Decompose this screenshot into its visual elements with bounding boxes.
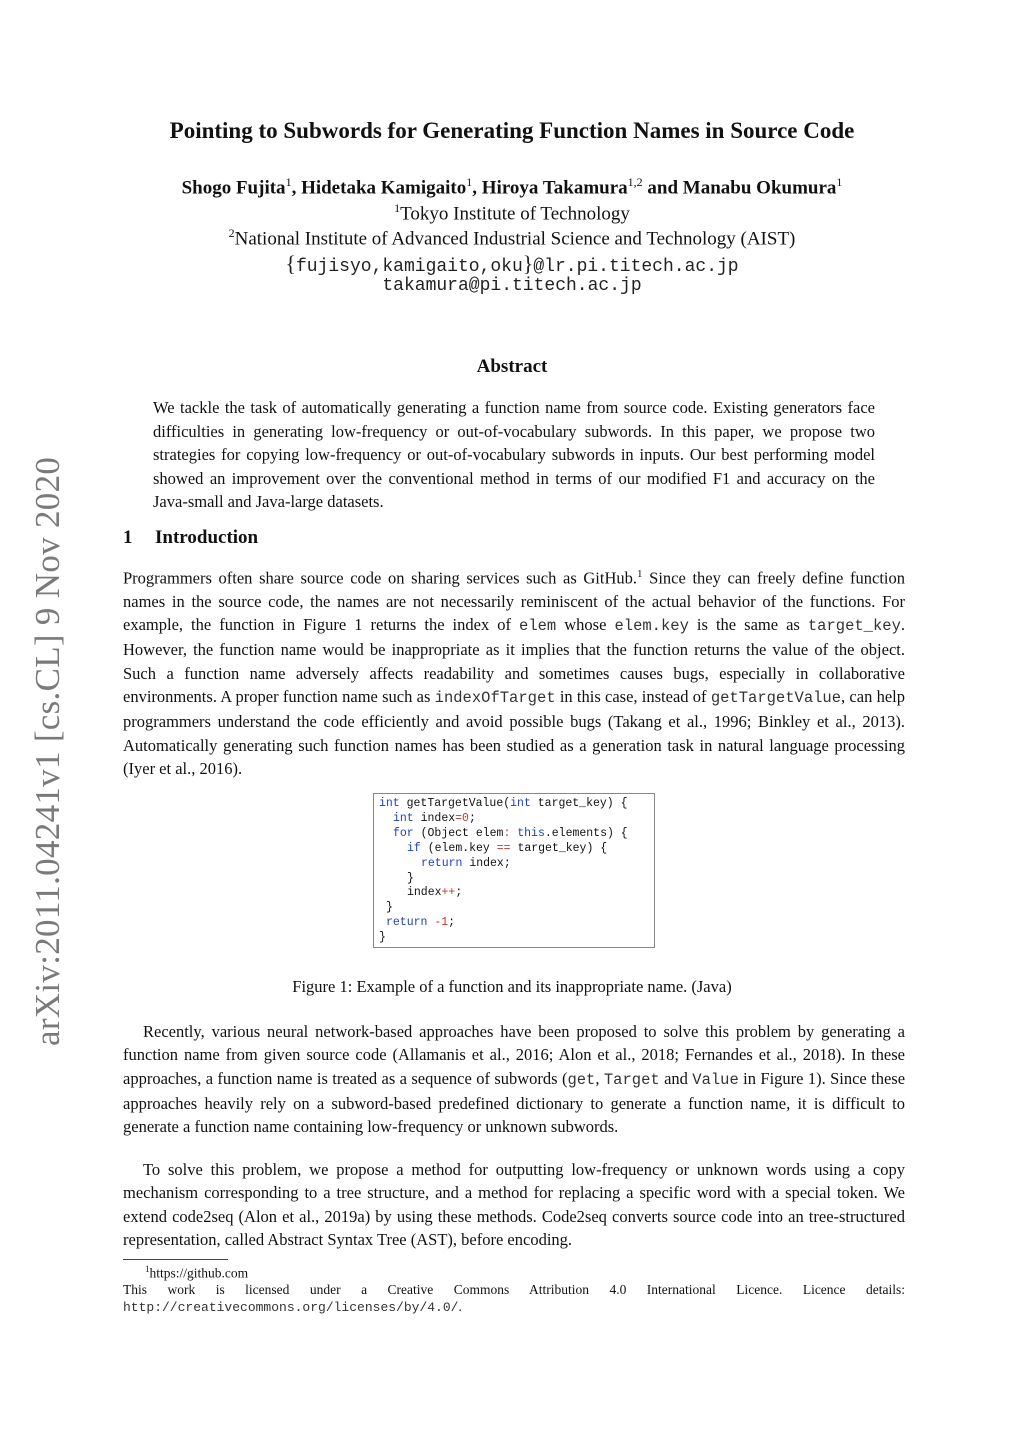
- inline-code: elem: [519, 617, 557, 636]
- code-line: [379, 797, 649, 812]
- code-text: getTargetValue(: [399, 797, 511, 810]
- code-text: (Object elem: [413, 826, 504, 840]
- code-figure: [373, 793, 655, 948]
- inline-code: get: [567, 1070, 596, 1089]
- author-affil-mark: 1: [466, 175, 473, 189]
- inline-code: target_key: [807, 617, 901, 636]
- operator: =: [455, 811, 463, 825]
- code-text: index: [413, 811, 456, 825]
- code-text: }: [379, 931, 386, 945]
- text-run: . However, the function name would be inappropriate as it implies that the function returns the value of the object. Such a function name adversely affects readability and sometimes causes bugs, especially in collaborative environments. A proper function name such as: [123, 615, 905, 706]
- email-names: fujisyo,kamigaito,oku: [295, 257, 523, 277]
- affil-mark: 1: [394, 201, 401, 215]
- footnote-1: [145, 1264, 248, 1282]
- affiliation-2: [0, 226, 1024, 250]
- affiliation-1: [0, 201, 1024, 225]
- author-separator: ,: [291, 177, 302, 199]
- keyword: int: [379, 797, 400, 810]
- inline-code: elem.key: [614, 617, 689, 636]
- code-text: ;: [455, 886, 463, 900]
- paper-title: Pointing to Subwords for Generating Function Names in Source Code: [169, 118, 855, 143]
- footnote-rule: [123, 1259, 228, 1260]
- inline-code: getTargetValue: [710, 688, 842, 707]
- author-list: [0, 175, 1024, 199]
- abstract-heading: Abstract: [476, 356, 548, 377]
- operator: ++: [441, 886, 456, 900]
- code-line: [379, 886, 649, 901]
- code-line: [379, 812, 649, 827]
- code-text: target_key) {: [530, 797, 628, 810]
- keyword: this: [517, 826, 545, 840]
- inline-code: Target: [603, 1070, 660, 1089]
- affil-text: National Institute of Advanced Industrial Science and Technology (AIST): [234, 228, 796, 250]
- brace-open: {: [285, 251, 296, 276]
- text-run: in this case, instead of: [555, 686, 711, 706]
- intro-paragraph-2: [123, 1020, 905, 1138]
- code-line: [379, 872, 649, 887]
- section-title: Introduction: [155, 527, 259, 548]
- keyword: if: [407, 841, 421, 855]
- email-domain: @lr.pi.titech.ac.jp: [533, 257, 739, 277]
- author-affil-mark: 1,2: [627, 175, 643, 189]
- license-url[interactable]: http://creativecommons.org/licenses/by/4.0/: [123, 1300, 459, 1315]
- arxiv-stamp: arXiv:2011.04241v1 [cs.CL] 9 Nov 2020: [28, 456, 67, 1046]
- code-line: [379, 827, 649, 842]
- number-literal: 0: [462, 811, 469, 825]
- author-name: Manabu Okumura: [682, 177, 837, 199]
- email-single: takamura@pi.titech.ac.jp: [382, 276, 642, 296]
- code-text: ;: [468, 811, 476, 825]
- inline-code: Value: [692, 1070, 739, 1089]
- keyword: int: [510, 797, 531, 810]
- code-text: target_key) {: [510, 841, 608, 855]
- author-affil-mark: 1: [285, 175, 292, 189]
- code-text: ;: [448, 916, 456, 930]
- code-line: [379, 916, 649, 931]
- text-run: ,: [595, 1068, 604, 1088]
- text-run: Recently, various neural network-based approaches have been proposed to solve this problem by generating a function name from given source code (Allamanis et al., 2016; Alon et al., 2018; Fernandes et al., 2018). In these approaches, a function name is treated as a sequence of subwords (: [123, 1022, 905, 1088]
- author-affil-mark: 1: [836, 175, 843, 189]
- intro-paragraph-1: [123, 563, 905, 780]
- author-name: Hidetaka Kamigaito: [301, 177, 467, 199]
- code-text: .elements) {: [544, 826, 628, 840]
- section-number: 1: [123, 527, 133, 548]
- text-run: whose: [556, 615, 615, 635]
- section-heading-introduction: [123, 527, 258, 549]
- author-name: Hiroya Takamura: [481, 177, 628, 199]
- keyword: return: [421, 856, 463, 870]
- abstract-text: We tackle the task of automatically generating a function name from source code. Existing generators face difficulties in generating low-frequency or out-of-vocabulary subwords. In this paper, we propose two strategies for copying low-frequency or out-of-vocabulary subwords in inputs. Our best performing model showed an improvement over the conventional method in terms of our modified F1 and accuracy on the Java-small and Java-large datasets.: [153, 398, 875, 511]
- footnote-mark: 1: [637, 568, 643, 580]
- license-text: This work is licensed under a Creative Commons Attribution 4.0 International Licence. Licence details:: [123, 1282, 905, 1297]
- email-group: [0, 251, 1024, 277]
- text-run: , can help programmers understand the code efficiently and avoid possible bugs (Takang et al., 1996; Binkley et al., 2013). Automatically generating such function names has been studied as a generation task in natural language processing (Iyer et al., 2016).: [123, 686, 905, 778]
- brace-close: }: [522, 251, 534, 276]
- license-note: [123, 1281, 905, 1316]
- inline-code: indexOfTarget: [434, 688, 556, 707]
- text-run: Programmers often share source code on sharing services such as GitHub.: [123, 568, 638, 588]
- affil-text: Tokyo Institute of Technology: [400, 203, 630, 225]
- figure-caption: Figure 1: Example of a function and its inappropriate name. (Java): [292, 977, 732, 996]
- footnote-mark: 1: [145, 1264, 150, 1274]
- code-text: }: [386, 901, 393, 915]
- code-line: [379, 931, 649, 946]
- intro-paragraph-3: To solve this problem, we propose a method for outputting low-frequency or unknown words using a copy mechanism corresponding to a tree structure, and a method for replacing a specific word with a special token. We extend code2seq (Alon et al., 2019a) by using these methods. Code2seq converts source code into an tree-structured representation, called Abstract Syntax Tree (AST), before encoding.: [123, 1160, 905, 1249]
- text-run: in Figure 1). Since these approaches heavily rely on a subword-based predefined dictionary to generate a function name, it is difficult to generate a function name containing low-frequency or unknown subwords.: [123, 1068, 906, 1137]
- code-line: [379, 842, 649, 857]
- code-line: [379, 857, 649, 872]
- code-line: [379, 901, 649, 916]
- text-run: Since they can freely define function names in the source code, the names are not necessarily reminiscent of the actual behavior of the functions. For example, the function in Figure 1 returns the index of: [123, 568, 905, 635]
- keyword: for: [393, 826, 414, 840]
- keyword: return: [386, 916, 428, 930]
- text-run: is the same as: [688, 615, 808, 635]
- code-text: index;: [462, 856, 511, 870]
- operator: ==: [496, 841, 511, 855]
- license-end: .: [458, 1299, 462, 1314]
- number-literal: -1: [434, 916, 449, 930]
- text-run: and: [659, 1068, 693, 1088]
- keyword: int: [393, 811, 414, 825]
- code-text: }: [407, 871, 414, 885]
- author-name: Shogo Fujita: [181, 177, 286, 199]
- affil-mark: 2: [228, 226, 235, 240]
- author-separator: and: [642, 177, 683, 199]
- code-text: index: [407, 886, 442, 900]
- author-separator: ,: [472, 177, 482, 199]
- code-text: (elem.key: [420, 841, 497, 855]
- footnote-url[interactable]: https://github.com: [149, 1265, 249, 1281]
- operator: :: [503, 826, 511, 840]
